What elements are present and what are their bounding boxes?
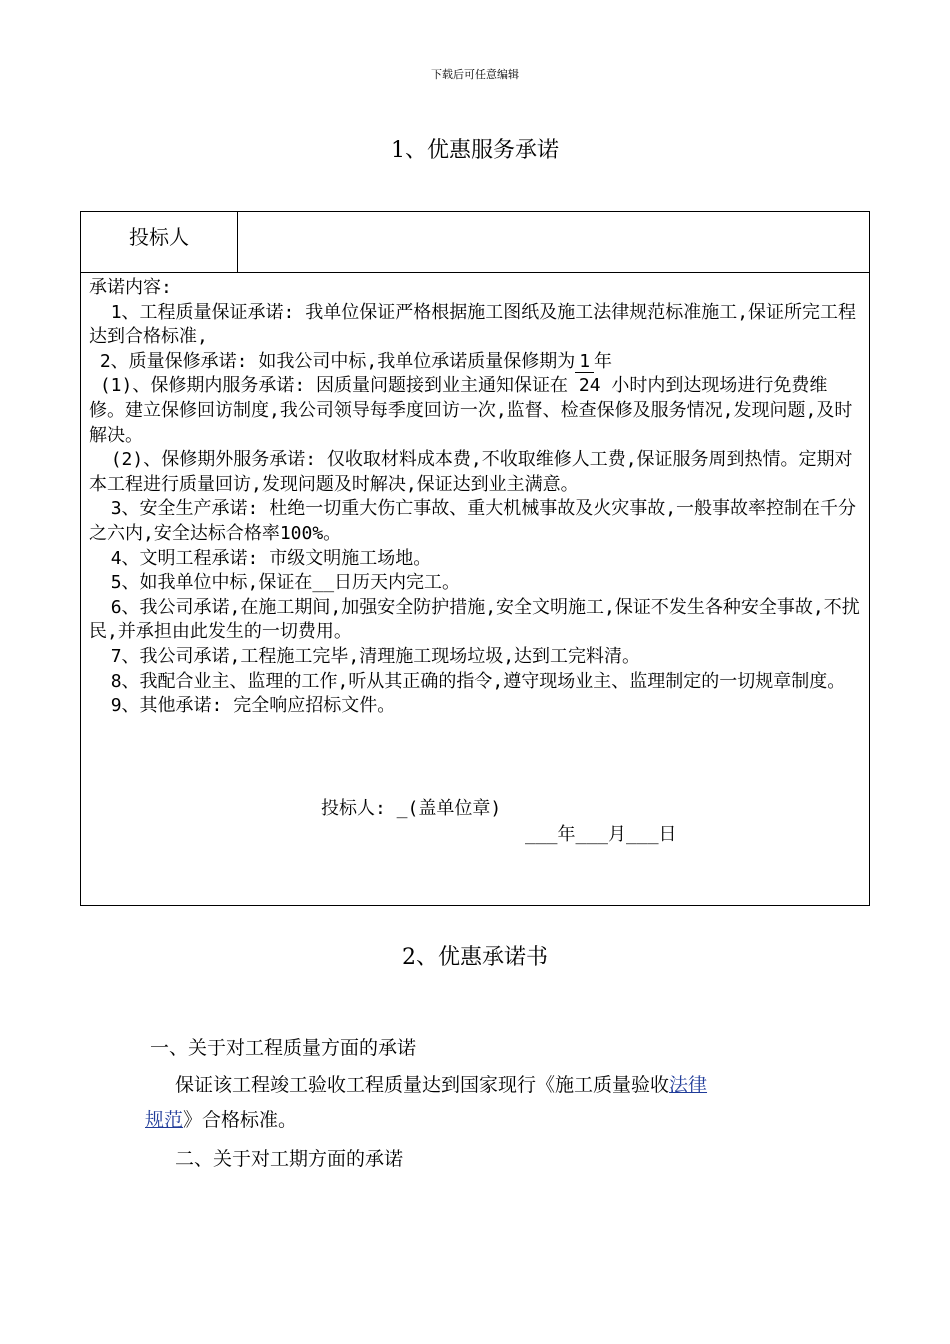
- commitment-item: [89, 350, 863, 375]
- commitment-item: (2)、保修期外服务承诺: 仅收取材料成本费,不收取维修人工费,保证服务周到热情。定期对本工程进行质量回访,发现问题及时解决,保证达到业主满意。: [89, 449, 853, 495]
- section-title-2: 2、优惠承诺书: [402, 945, 548, 970]
- commitment-item: 9、其他承诺: 完全响应招标文件。: [89, 695, 396, 717]
- signature-line: 投标人: _(盖单位章): [321, 798, 502, 819]
- content-heading: 承诺内容:: [89, 277, 172, 298]
- section1-text-line1: [175, 1070, 707, 1097]
- commitment-item: 3、安全生产承诺: 杜绝一切重大伤亡事故、重大机械事故及火灾事故,一般事故率控制在千分之六内,安全达标合格率100%。: [89, 498, 857, 544]
- law-link-part1[interactable]: 法律: [669, 1074, 708, 1096]
- header-note: 下载后可任意编辑: [431, 68, 519, 81]
- law-link-part2[interactable]: 规范: [145, 1109, 184, 1131]
- section2-heading: 二、关于对工期方面的承诺: [175, 1148, 404, 1170]
- section1-text-line2: [145, 1105, 297, 1132]
- bidder-row: [81, 212, 869, 273]
- section1-text-b: 》合格标准。: [183, 1109, 298, 1131]
- warranty-prefix: 2、质量保修承诺: 如我公司中标,我单位承诺质量保修期为: [89, 350, 576, 372]
- commitment-table: [80, 211, 870, 906]
- section-title-1: 1、优惠服务承诺: [391, 138, 559, 163]
- warranty-suffix: 年: [594, 350, 613, 372]
- commitment-item: 1、工程质量保证承诺: 我单位保证严格根据施工图纸及施工法律规范标准施工,保证所完工程达到合格标准,: [89, 301, 857, 348]
- commitment-item: 7、我公司承诺,工程施工完毕,清理施工现场垃圾,达到工完料清。: [89, 645, 641, 667]
- commitment-item: 5、如我单位中标,保证在__日历天内完工。: [89, 572, 461, 594]
- commitment-item: 8、我配合业主、监理的工作,听从其正确的指令,遵守现场业主、监理制定的一切规章制度。: [89, 670, 846, 692]
- commitment-content: [89, 276, 863, 719]
- section1-text-a: 保证该工程竣工验收工程质量达到国家现行《施工质量验收: [175, 1074, 670, 1096]
- bidder-value: [239, 212, 869, 272]
- commitment-item: (1)、保修期内服务承诺: 因质量问题接到业主通知保证在 24 小时内到达现场进行免费维修。建立保修回访制度,我公司领导每季度回访一次,监督、检查保修及服务情况,发现问题,及时解决。: [89, 375, 853, 446]
- commitment-item: 6、我公司承诺,在施工期间,加强安全防护措施,安全文明施工,保证不发生各种安全事故,不扰民,并承担由此发生的一切费用。: [89, 596, 860, 643]
- section1-heading: 一、关于对工程质量方面的承诺: [150, 1037, 417, 1059]
- date-line: ___年___月___日: [525, 824, 677, 845]
- bidder-label: 投标人: [81, 212, 238, 272]
- commitment-item: 4、文明工程承诺: 市级文明施工场地。: [89, 547, 432, 569]
- warranty-years: 1: [575, 351, 594, 373]
